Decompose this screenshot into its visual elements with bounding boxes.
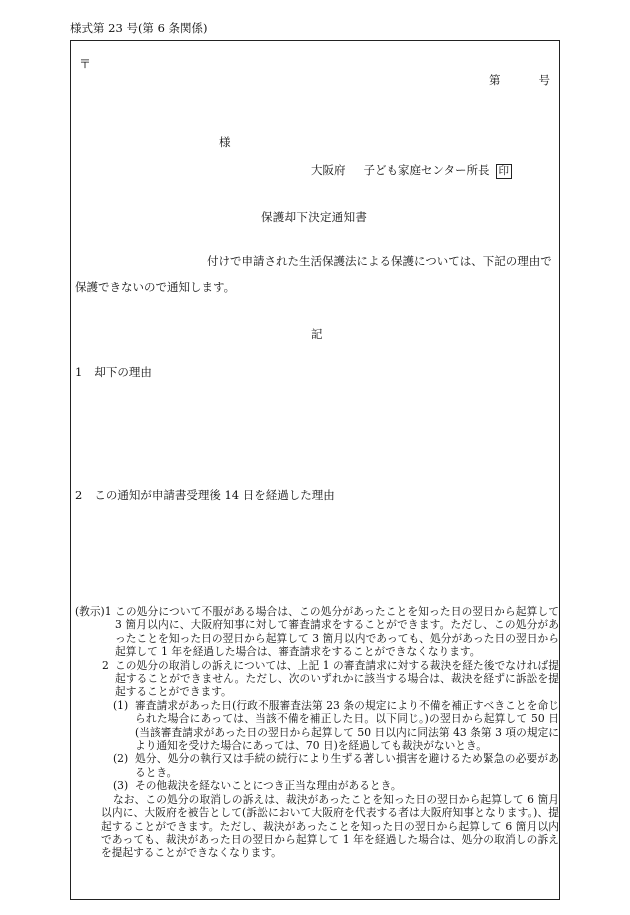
notice-sub-item-2-text: 処分、処分の執行又は手続の続行により生ずる著しい損害を避けるため緊急の必要があるとき。 — [135, 752, 559, 779]
notice-item-1 — [75, 605, 559, 659]
body-line-1: 付けで申請された生活保護法による保護については、下記の理由で — [207, 254, 552, 268]
section-1-label: 却下の理由 — [94, 365, 152, 379]
notice-sub-item-3 — [113, 779, 559, 792]
postal-mark-icon: 〒 — [79, 57, 92, 71]
document-frame — [70, 40, 560, 900]
appeal-notice — [75, 605, 559, 860]
addressee-suffix: 様 — [219, 135, 231, 149]
notice-item-2-number: 2 — [102, 658, 109, 672]
section-2-heading — [75, 487, 335, 503]
notice-sub-item-2-number: (2) — [113, 752, 129, 766]
sender-office: 子ども家庭センター所長 — [363, 163, 490, 177]
sender-org: 大阪府 — [311, 163, 346, 177]
notice-sub-item-1 — [113, 699, 559, 753]
body-line-2: 保護できないので通知します。 — [75, 280, 236, 294]
notice-item-2 — [102, 659, 559, 699]
notice-label: (教示)1 — [75, 605, 112, 618]
doc-number-dai: 第 — [489, 73, 501, 87]
section-2-number: 2 — [75, 488, 83, 502]
notice-item-1-text: この処分について不服がある場合は、この処分があったことを知った日の翌日から起算して 3 箇月以内に、大阪府知事に対して審査請求をすることができます。ただし、この処分があったことを知った日の翌日から起算して 3 箇月以内であっても、処分があった日の翌日から起算して 1 年を経過した場合は、審査請求をすることができなくなります。 — [115, 605, 559, 659]
notice-item-2-text: この処分の取消しの訴えについては、上記 1 の審査請求に対する裁決を経た後でなければ提起することができません。ただし、次のいずれかに該当する場合は、裁決を経ずに訴訟を提起することができます。 — [115, 658, 559, 699]
document-title: 保護却下決定通知書 — [261, 210, 368, 224]
sender — [311, 162, 512, 179]
section-1-number: 1 — [75, 365, 83, 379]
section-2-label: この通知が申請書受理後 14 日を経過した理由 — [94, 488, 335, 502]
section-1-heading — [75, 364, 152, 380]
notice-sub-item-1-number: (1) — [113, 698, 129, 712]
seal-icon: 印 — [496, 164, 513, 179]
notice-closing: なお、この処分の取消しの訴えは、裁決があったことを知った日の翌日から起算して 6 箇月以内に、大阪府を被告として(訴訟において大阪府を代表する者は大阪府知事となります。)、提起することができます。ただし、裁決があったことを知った日の翌日から起算して 6 箇月以内であっても、裁決があった日の翌日から起算して 1 年を経過した場合は、処分の取消しの訴えを提起することができなくなります。 — [101, 792, 559, 860]
notice-sub-item-3-number: (3) — [113, 779, 129, 793]
notice-sub-item-2 — [113, 752, 559, 779]
notice-sub-item-1-text: 審査請求があった日(行政不服審査法第 23 条の規定により不備を補正すべきことを命じられた場合にあっては、当該不備を補正した日。以下同じ。)の翌日から起算して 50 日(当該審査請求があった日の翌日から起算して 50 日以内に同法第 43 条第 3 項の規定により通知を受けた場合にあっては、70 日)を経過しても裁決がないとき。 — [135, 698, 559, 753]
ki-heading: 記 — [311, 327, 323, 341]
document-number — [489, 72, 550, 88]
doc-number-go: 号 — [538, 73, 550, 87]
form-number: 様式第 23 号(第 6 条関係) — [70, 21, 208, 35]
notice-sub-item-3-text: その他裁決を経ないことにつき正当な理由があるとき。 — [135, 779, 402, 793]
